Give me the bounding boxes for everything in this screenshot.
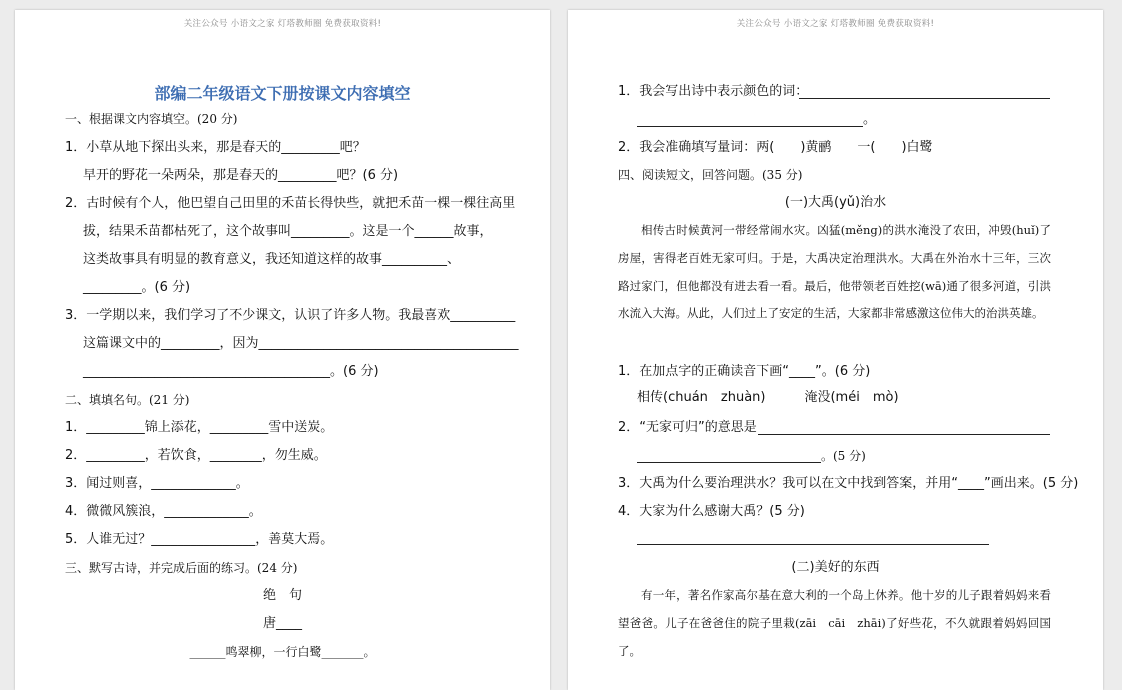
document-page-left xyxy=(15,10,550,690)
question-line: 4．大家为什么感谢大禹？(5 分) xyxy=(618,504,805,519)
passage-title: (一)大禹(yǔ)治水 xyxy=(784,195,887,210)
question-line: 3．闻过则喜，_____________。 xyxy=(65,476,249,491)
question-line: ______________________________________。(6 分) xyxy=(83,364,379,379)
question-line: 这篇课文中的_________，因为________________________________________ xyxy=(83,336,519,351)
document-title: 部编二年级语文下册按课文内容填空 xyxy=(154,84,411,103)
question-line: 3．一学期以来，我们学习了不少课文，认识了许多人物。我最喜欢__________ xyxy=(65,308,516,323)
section-heading: 四、阅读短文，回答问题。(35 分) xyxy=(618,168,803,182)
question-line: 拔，结果禾苗都枯死了，这个故事叫_________。这是一个______故事， xyxy=(83,224,493,239)
question-line: 2．“无家可归”的意思是 xyxy=(618,420,757,435)
question-line: 1．小草从地下探出头来，那是春天的_________吧？ xyxy=(65,140,366,155)
answer-line xyxy=(758,434,1050,435)
question-line: 5．人谁无过？________________，善莫大焉。 xyxy=(65,532,334,547)
question-line: 1．_________锦上添花，_________雪中送炭。 xyxy=(65,420,334,435)
question-line: 2．我会准确填写量词：两( )黄鹂 一( )白鹭 xyxy=(618,140,933,155)
poem-line: ______鸣翠柳，一行白鹭_______。 xyxy=(189,645,376,659)
page-header-note: 关注公众号 小语文之家 灯塔教师圈 免费获取资料! xyxy=(736,19,935,29)
poem-author: 唐____ xyxy=(262,616,302,631)
passage-title: (二)美好的东西 xyxy=(791,560,880,575)
answer-line xyxy=(637,126,863,127)
question-line: 2．古时候有个人，他巴望自己田里的禾苗长得快些，就把禾苗一棵一棵往高里 xyxy=(65,196,516,211)
question-line: 1．我会写出诗中表示颜色的词： xyxy=(618,84,809,99)
page-header-note: 关注公众号 小语文之家 灯塔教师圈 免费获取资料! xyxy=(183,19,382,29)
question-line: 2．_________，若饮食，________，勿生威。 xyxy=(65,448,327,463)
answer-line xyxy=(799,98,1050,99)
question-line: _________。(6 分) xyxy=(83,280,191,295)
document-page-right xyxy=(568,10,1103,690)
poem-title: 绝 句 xyxy=(262,588,302,603)
answer-line xyxy=(637,544,989,545)
period-mark: 。 xyxy=(863,112,877,127)
question-line: 3．大禹为什么要治理洪水？我可以在文中找到答案，并用“____”画出来。(5 分) xyxy=(618,476,1079,491)
question-line: 这类故事具有明显的教育意义，我还知道这样的故事__________、 xyxy=(83,252,461,267)
pinyin-options: 相传(chuán zhuàn) 淹没(méi mò) xyxy=(637,390,899,405)
question-line: 早开的野花一朵两朵，那是春天的_________吧？(6 分) xyxy=(83,168,399,183)
passage-text: 有一年，著名作家高尔基在意大利的一个岛上休养。他十岁的儿子跟着妈妈来看望爸爸。儿子在爸爸住的院子里栽(zāi cāi zhāi)了好些花，不久就跟着妈妈回国了。 xyxy=(618,588,1051,658)
score-note: 。(5 分) xyxy=(821,449,866,463)
question-line: 1．在加点字的正确读音下画“____”。(6 分) xyxy=(618,364,871,379)
passage-text: 相传古时候黄河一带经常闹水灾。凶猛(měng)的洪水淹没了农田，冲毁(huǐ)了房屋，害得老百姓无家可归。于是，大禹决定治理洪水。大禹在外治水十三年，三次路过家门，但他都没有进去看一看。最后，他带领老百姓挖(wā)通了很多河道，引洪水流入大海。从此，人们过上了安定的生活，大家都非常感激这位伟大的治洪英雄。 xyxy=(618,223,1051,321)
answer-line xyxy=(637,462,821,463)
question-line: 4．微微风簇浪，_____________。 xyxy=(65,504,262,519)
section-heading: 三、默写古诗，并完成后面的练习。(24 分) xyxy=(65,561,298,575)
section-heading: 一、根据课文内容填空。(20 分) xyxy=(65,112,238,126)
section-heading: 二、填填名句。(21 分) xyxy=(65,393,190,407)
